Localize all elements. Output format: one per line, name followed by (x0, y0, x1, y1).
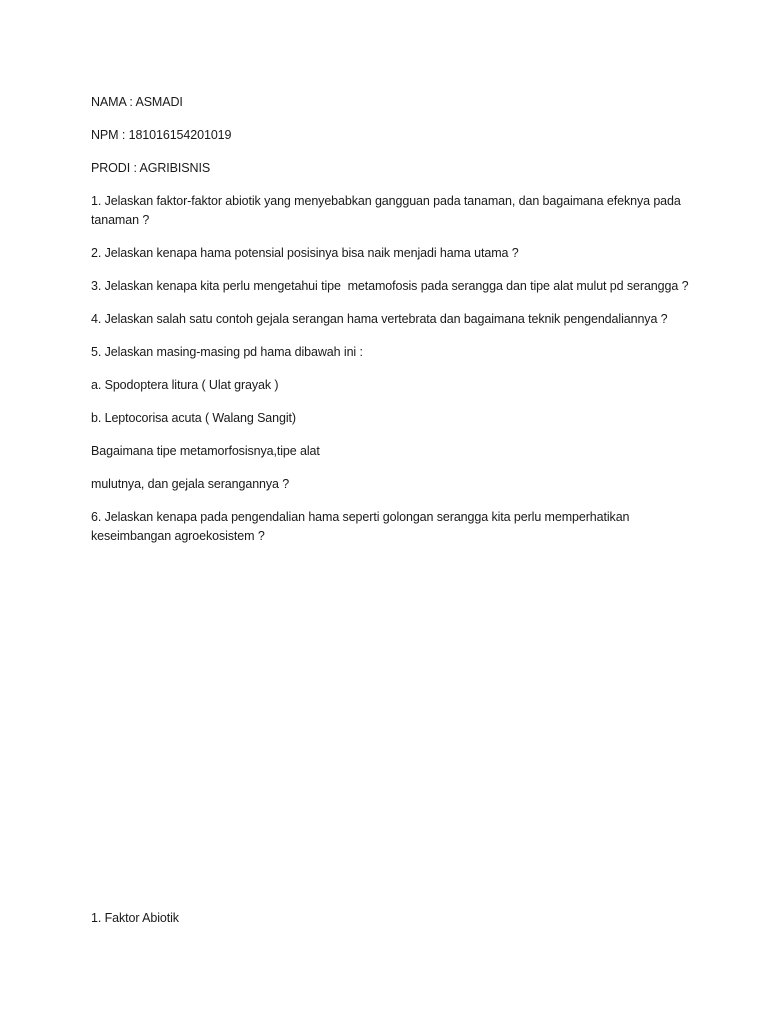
question-2: 2. Jelaskan kenapa hama potensial posisinya bisa naik menjadi hama utama ? (91, 246, 519, 260)
student-prodi: PRODI : AGRIBISNIS (91, 161, 211, 175)
question-6: 6. Jelaskan kenapa pada pengendalian hama seperti golongan serangga kita perlu memperhatikan keseimbangan agroekosistem ? (91, 510, 633, 543)
answer-heading: 1. Faktor Abiotik (91, 911, 179, 925)
question-5a: a. Spodoptera litura ( Ulat grayak ) (91, 378, 279, 392)
question-5: 5. Jelaskan masing-masing pd hama dibawah ini : (91, 345, 363, 359)
question-3: 3. Jelaskan kenapa kita perlu mengetahui tipe metamofosis pada serangga dan tipe alat mulut pd serangga ? (91, 279, 689, 293)
question-5-prompt-line-2: mulutnya, dan gejala serangannya ? (91, 477, 290, 491)
question-4: 4. Jelaskan salah satu contoh gejala serangan hama vertebrata dan bagaimana teknik pengendaliannya ? (91, 312, 668, 326)
student-npm: NPM : 181016154201019 (91, 128, 232, 142)
question-1: 1. Jelaskan faktor-faktor abiotik yang menyebabkan gangguan pada tanaman, dan bagaimana efeknya pada tanaman ? (91, 194, 685, 227)
answer-section (91, 909, 691, 942)
question-5-prompt-line-1: Bagaimana tipe metamorfosisnya,tipe alat (91, 444, 320, 458)
student-name: NAMA : ASMADI (91, 95, 183, 109)
document-body (91, 93, 691, 560)
question-5b: b. Leptocorisa acuta ( Walang Sangit) (91, 411, 296, 425)
